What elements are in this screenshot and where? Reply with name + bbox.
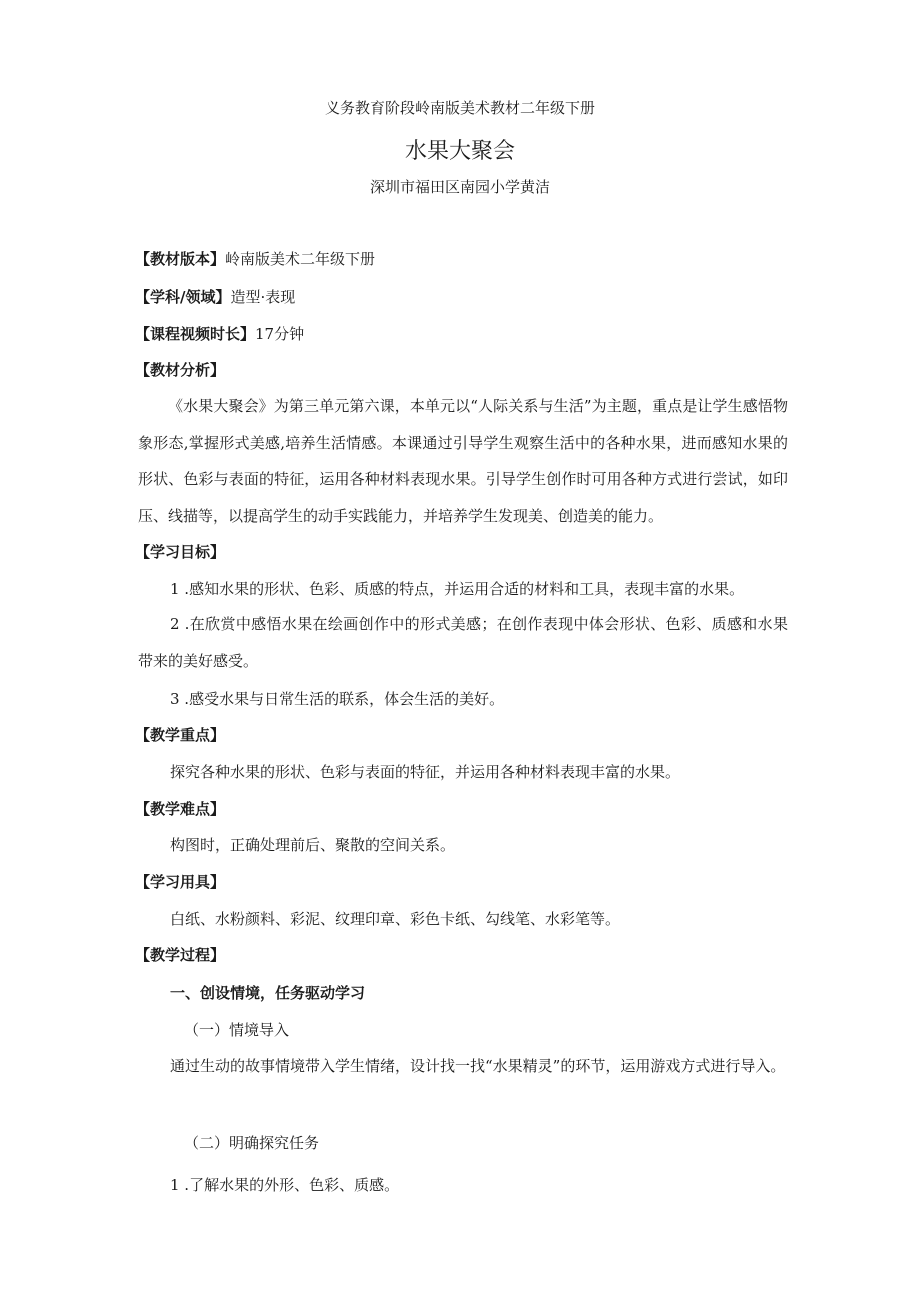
process-sub-2: （二）明确探究任务 <box>184 1134 320 1152</box>
analysis-heading: 【教材分析】 <box>135 361 226 379</box>
document-subtitle: 义务教育阶段岭南版美术教材二年级下册 <box>324 99 595 117</box>
tools-text: 白纸、水粉颜料、彩泥、纹理印章、彩色卡纸、勾线笔、水彩笔等。 <box>170 910 621 928</box>
objective-item-1: 1 .感知水果的形状、色彩、质感的特点，并运用合适的材料和工具，表现丰富的水果。 <box>170 580 745 598</box>
process-heading: 【教学过程】 <box>135 946 226 964</box>
difficulty-text: 构图时，正确处理前后、聚散的空间关系。 <box>170 836 456 854</box>
meta-subject-value: 造型·表现 <box>230 288 296 306</box>
meta-subject-label: 【学科/领域】 <box>135 288 231 306</box>
objective-item-3: 3 .感受水果与日常生活的联系，体会生活的美好。 <box>170 690 505 708</box>
document-author: 深圳市福田区南园小学黄洁 <box>369 178 550 196</box>
objectives-heading: 【学习目标】 <box>135 543 226 561</box>
key-point-heading: 【教学重点】 <box>135 726 226 744</box>
key-point-text: 探究各种水果的形状、色彩与表面的特征，并运用各种材料表现丰富的水果。 <box>170 763 681 781</box>
difficulty-heading: 【教学难点】 <box>135 800 226 818</box>
process-item-1: 1 .了解水果的外形、色彩、质感。 <box>170 1176 400 1194</box>
meta-textbook <box>135 248 375 269</box>
meta-subject <box>135 286 295 307</box>
process-section-1: 一、创设情境，任务驱动学习 <box>170 984 366 1002</box>
meta-textbook-value: 岭南版美术二年级下册 <box>225 250 376 268</box>
meta-duration-label: 【课程视频时长】 <box>135 325 256 343</box>
analysis-paragraph: 《水果大聚会》为第三单元第六课，本单元以“人际关系与生活”为主题，重点是让学生感悟物象形态,掌握形式美感,培养生活情感。本课通过引导学生观察生活中的各种水果，进而感知水果的形状、色彩与表面的特征，运用各种材料表现水果。引导学生创作时可用各种方式进行尝试，如印压、线描等，以提高学生的动手实践能力，并培养学生发现美、创造美的能力。 <box>138 397 788 525</box>
tools-heading: 【学习用具】 <box>135 873 226 891</box>
meta-duration <box>135 323 304 344</box>
meta-textbook-label: 【教材版本】 <box>135 250 226 268</box>
objective-item-2: 2 .在欣赏中感悟水果在绘画创作中的形式美感；在创作表现中体会形状、色彩、质感和水果带来的美好感受。 <box>138 615 788 670</box>
meta-duration-value: 17分钟 <box>255 325 305 343</box>
document-title: 水果大聚会 <box>404 139 515 164</box>
process-sub-1-text: 通过生动的故事情境带入学生情绪，设计找一找“水果精灵”的环节，运用游戏方式进行导入。 <box>170 1057 786 1075</box>
process-sub-1: （一）情境导入 <box>184 1021 290 1039</box>
